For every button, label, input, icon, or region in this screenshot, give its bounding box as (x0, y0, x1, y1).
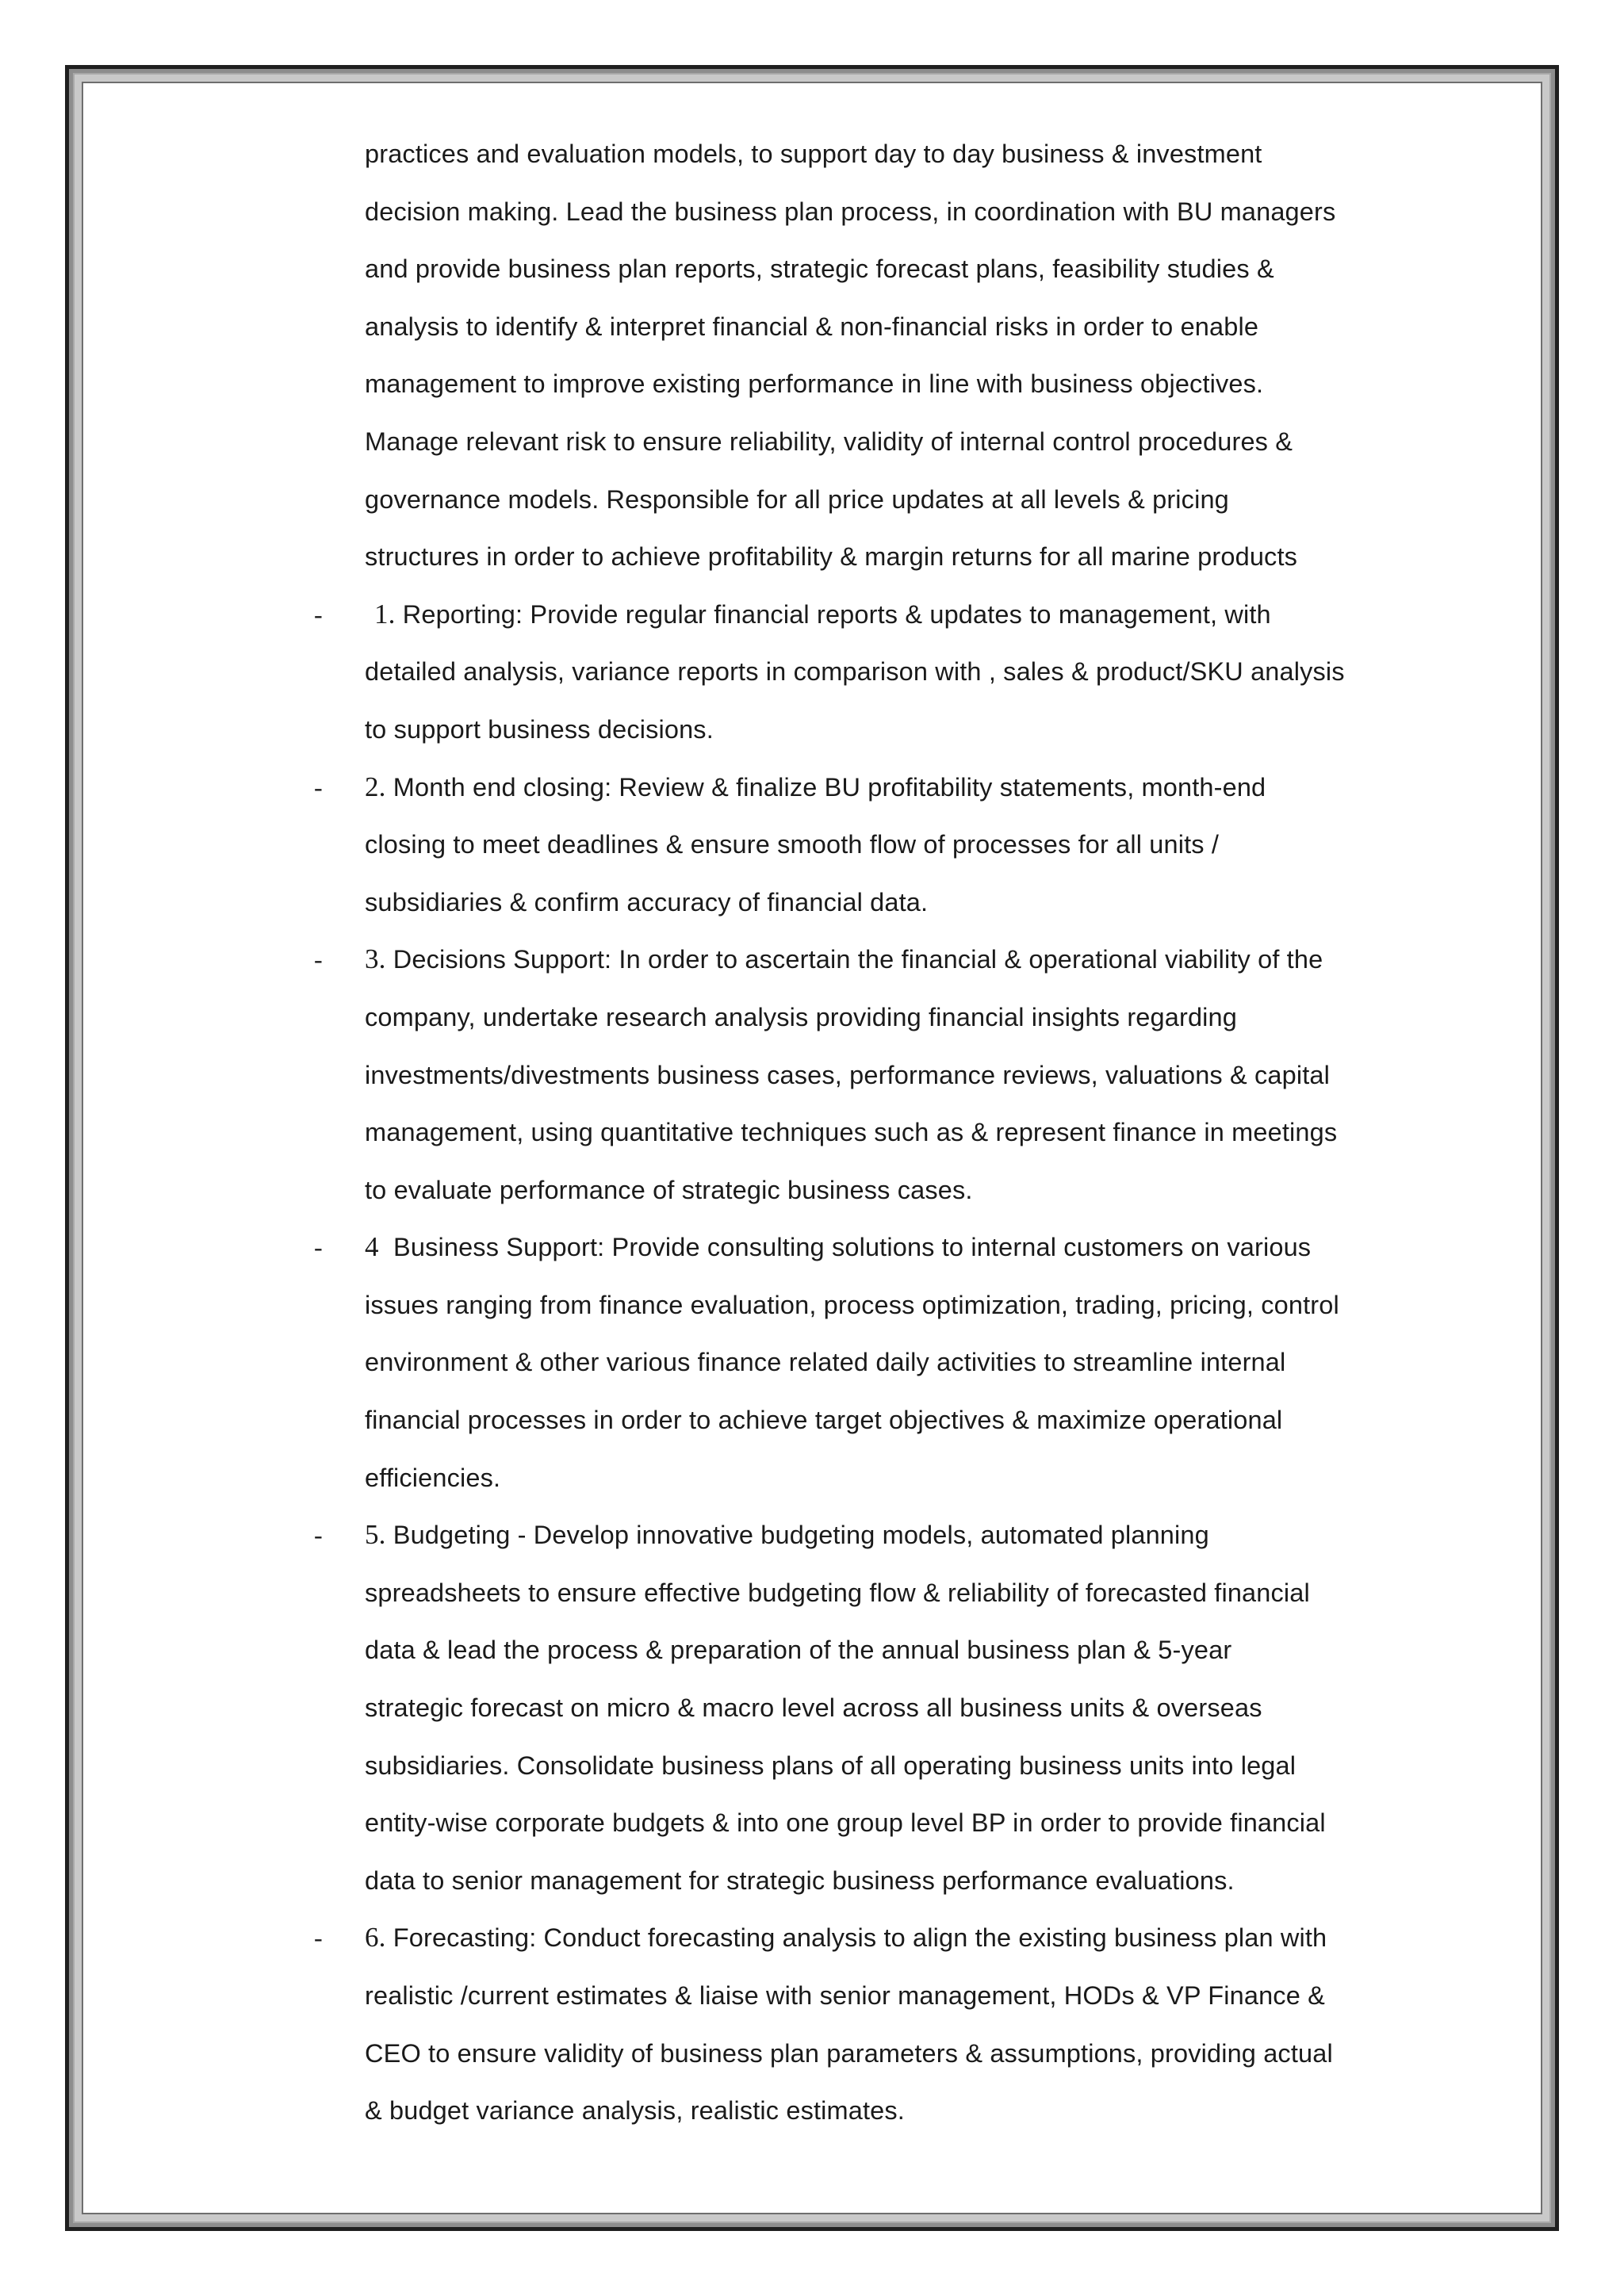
list-item-line: management, using quantitative techniques such as & represent finance in meetings (365, 1118, 1338, 1147)
list-item-number: 1. (374, 598, 396, 629)
list-item-line (365, 1219, 1427, 1276)
document-body (314, 125, 1427, 2140)
list-item-number: 6. (365, 1922, 386, 1954)
list-dash: - (314, 945, 323, 974)
list-item-number: 2. (365, 771, 386, 802)
list-item-line: data & lead the process & preparation of the annual business plan & 5-year (365, 1636, 1232, 1665)
list-dash: - (314, 599, 323, 629)
list-item-line: to evaluate performance of strategic business cases. (365, 1175, 973, 1204)
list-item-line (365, 1506, 1427, 1564)
list-item-line: issues ranging from finance evaluation, process optimization, trading, pricing, control (365, 1290, 1339, 1319)
list-item-month-end-closing (314, 759, 1427, 932)
list-item-line: financial processes in order to achieve target objectives & maximize operational (365, 1406, 1283, 1435)
list-item-line: closing to meet deadlines & ensure smooth flow of processes for all units / (365, 830, 1220, 859)
list-item-business-support (314, 1219, 1427, 1506)
list-item-line: spreadsheets to ensure effective budgeting flow & reliability of forecasted financial (365, 1578, 1310, 1607)
list-item-text: Month end closing: Review & finalize BU profitability statements, month-end (393, 772, 1266, 802)
list-item-forecasting (314, 1909, 1427, 2139)
list-dash: - (314, 1923, 323, 1953)
list-item-line (365, 759, 1427, 817)
list-item-line (365, 931, 1427, 989)
intro-line: governance models. Responsible for all price updates at all levels & pricing (365, 484, 1229, 514)
list-item-line: subsidiaries. Consolidate business plans of all operating business units into legal (365, 1751, 1297, 1780)
list-item-text: Decisions Support: In order to ascertain the financial & operational viability of the (393, 945, 1323, 974)
list-item-text: Forecasting: Conduct forecasting analysis to align the existing business plan with (393, 1923, 1327, 1953)
intro-line: and provide business plan reports, strategic forecast plans, feasibility studies & (365, 254, 1274, 284)
list-item-line (365, 1909, 1427, 1967)
list-item-line: investments/divestments business cases, performance reviews, valuations & capital (365, 1060, 1330, 1089)
intro-line: analysis to identify & interpret financial & non-financial risks in order to enable (365, 312, 1259, 341)
intro-line: decision making. Lead the business plan process, in coordination with BU managers (365, 197, 1336, 226)
list-item-line: data to senior management for strategic business performance evaluations. (365, 1866, 1235, 1895)
list-item-text: Business Support: Provide consulting solutions to internal customers on various (393, 1233, 1312, 1262)
list-dash: - (314, 1233, 323, 1262)
list-item-line: company, undertake research analysis providing financial insights regarding (365, 1002, 1237, 1031)
list-item-decisions-support (314, 931, 1427, 1219)
list-item-line: CEO to ensure validity of business plan parameters & assumptions, providing actual (365, 2038, 1333, 2068)
list-item-line: environment & other various finance related daily activities to streamline internal (365, 1348, 1286, 1377)
list-item-text: Reporting: Provide regular financial reports & updates to management, with (402, 599, 1271, 629)
list-item-line: detailed analysis, variance reports in comparison with , sales & product/SKU analysis (365, 657, 1345, 687)
list-dash: - (314, 1521, 323, 1550)
list-item-line: strategic forecast on micro & macro level across all business units & overseas (365, 1693, 1262, 1723)
list-item-budgeting (314, 1506, 1427, 1909)
list-item-line (365, 586, 1427, 644)
list-item-line: to support business decisions. (365, 714, 714, 744)
intro-line: structures in order to achieve profitability & margin returns for all marine products (365, 542, 1298, 572)
list-item-line: subsidiaries & confirm accuracy of financial data. (365, 887, 929, 916)
intro-line: practices and evaluation models, to support day to day business & investment (365, 140, 1262, 168)
list-item-text: Budgeting - Develop innovative budgeting models, automated planning (393, 1521, 1209, 1550)
list-item-line: efficiencies. (365, 1463, 501, 1492)
list-item-number: 3. (365, 943, 386, 975)
list-item-reporting (314, 586, 1427, 759)
list-item-number: 5. (365, 1519, 386, 1551)
list-item-line: entity-wise corporate budgets & into one group level BP in order to provide financial (365, 1808, 1326, 1838)
list-item-line: & budget variance analysis, realistic estimates. (365, 2096, 905, 2126)
intro-line: management to improve existing performance in line with business objectives. (365, 369, 1264, 399)
intro-paragraph (365, 125, 1427, 586)
list-item-number: 4 (365, 1231, 379, 1263)
list-item-line: realistic /current estimates & liaise with senior management, HODs & VP Finance & (365, 1981, 1325, 2010)
list-dash: - (314, 772, 323, 802)
intro-line: Manage relevant risk to ensure reliability, validity of internal control procedures & (365, 427, 1293, 456)
